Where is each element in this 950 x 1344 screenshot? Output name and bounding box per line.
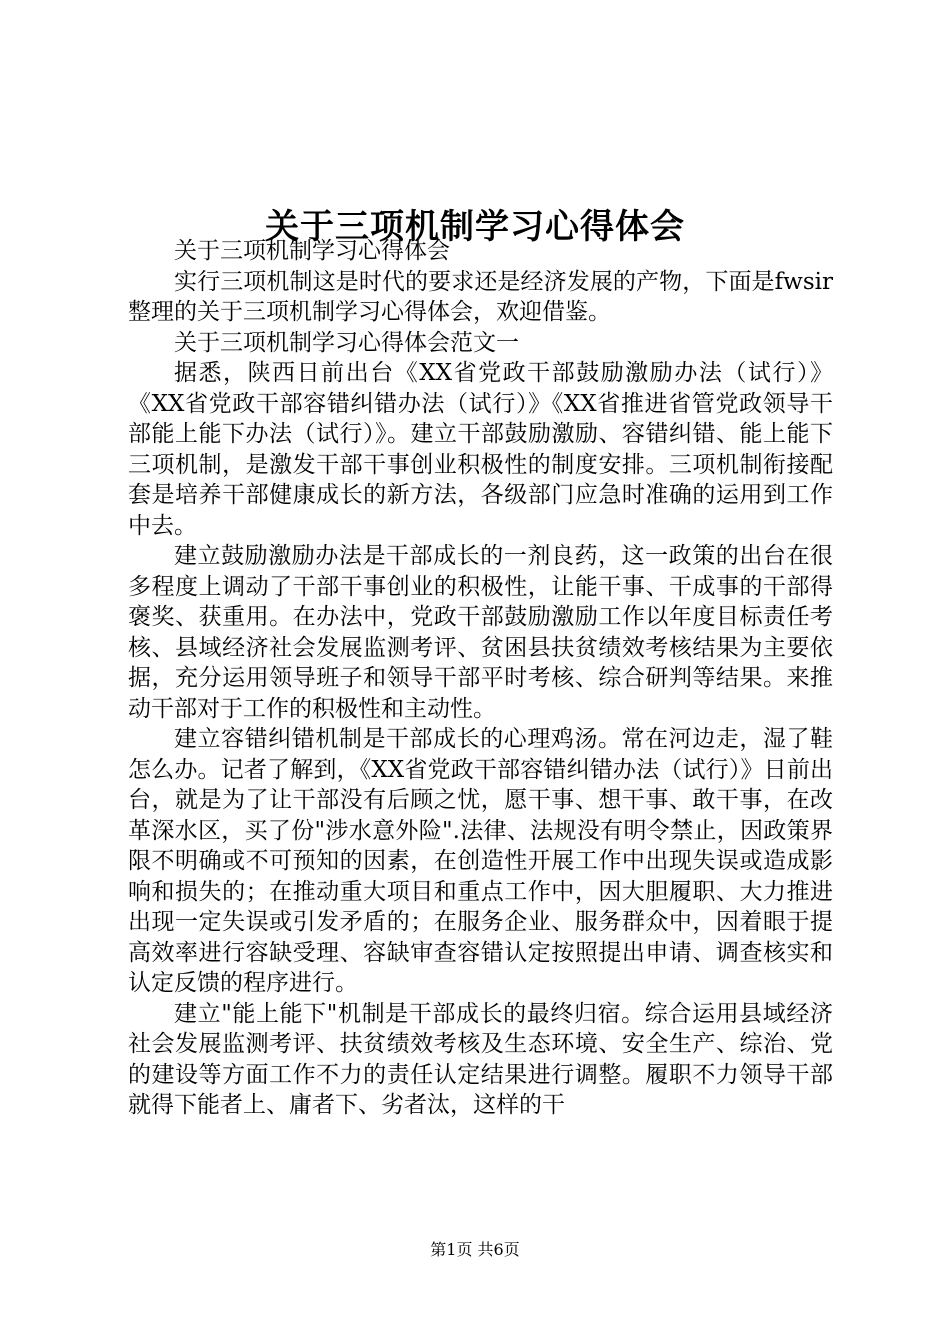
paragraph-body: 建立容错纠错机制是干部成长的心理鸡汤。常在河边走，湿了鞋怎么办。记者了解到，《XX省党政干部容错纠错办法（试行）》日前出台，就是为了让干部没有后顾之忧，愿干事、想干事、敢干事，在改革深水区，买了份"涉水意外险".法律、法规没有明令禁止，因政策界限不明确或不可预知的因素，在创造性开展工作中出现失误或造成影响和损失的；在推动重大项目和重点工作中，因大胆履职、大力推进出现一定失误或引发矛盾的；在服务企业、服务群众中，因着眼于提高效率进行容缺受理、容缺审查容错认定按照提出申请、调查核实和认定反馈的程序进行。 xyxy=(128,726,833,996)
paragraph-body: 据悉，陕西日前出台《XX省党政干部鼓励激励办法（试行）》《XX省党政干部容错纠错办法（试行）》《XX省推进省管党政领导干部能上能下办法（试行）》。建立干部鼓励激励、容错纠错、能上能下三项机制，是激发干部干事创业积极性的制度安排。三项机制衔接配套是培养干部健康成长的新方法，各级部门应急时准确的运用到工作中去。 xyxy=(128,360,833,539)
document-title: 关于三项机制学习心得体会 xyxy=(265,206,685,247)
paragraph-intro: 实行三项机制这是时代的要求还是经济发展的产物，下面是fwsir整理的关于三项机制学习心得体会，欢迎借鉴。 xyxy=(128,268,833,325)
page-footer: 第1页 共6页 xyxy=(430,1240,520,1259)
paragraph-section-heading: 关于三项机制学习心得体会范文一 xyxy=(174,329,519,356)
paragraph-body: 建立"能上能下"机制是干部成长的最终归宿。综合运用县域经济社会发展监测考评、扶贫绩效考核及生态环境、安全生产、综治、党的建设等方面工作不力的责任认定结果进行调整。履职不力领导干部就得下能者上、庸者下、劣者汰，这样的干 xyxy=(128,1000,833,1118)
paragraph-subtitle: 关于三项机制学习心得体会 xyxy=(174,238,450,264)
document-body xyxy=(128,236,833,1121)
paragraph-body: 建立鼓励激励办法是干部成长的一剂良药，这一政策的出台在很多程度上调动了干部干事创业的积极性，让能干事、干成事的干部得褒奖、获重用。在办法中，党政干部鼓励激励工作以年度目标责任考核、县域经济社会发展监测考评、贫困县扶贫绩效考核结果为主要依据，充分运用领导班子和领导干部平时考核、综合研判等结果。来推动干部对于工作的积极性和主动性。 xyxy=(128,543,833,722)
